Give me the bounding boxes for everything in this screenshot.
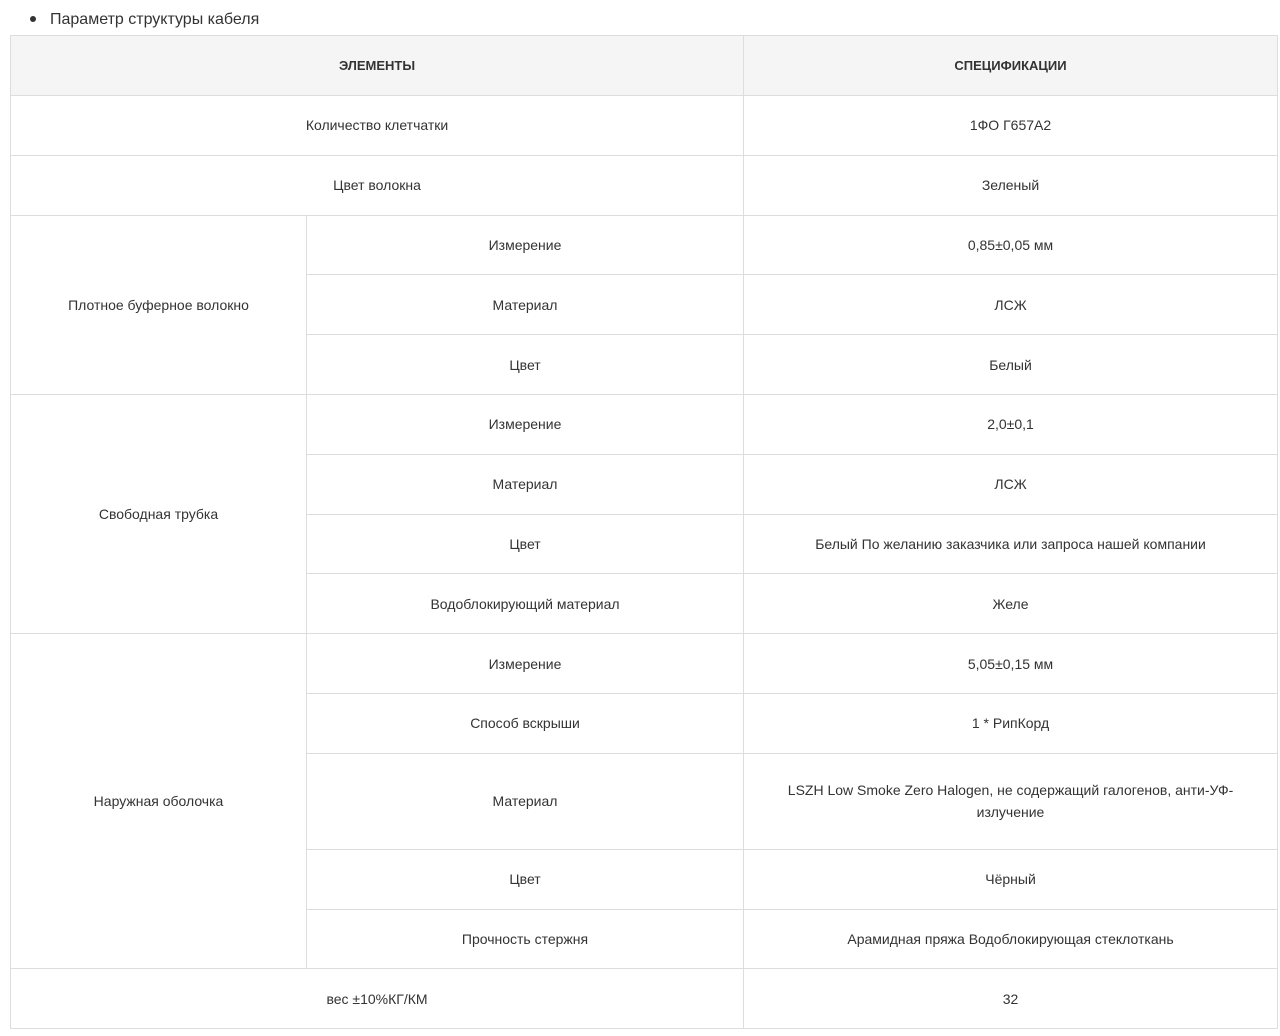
table-row (11, 96, 1278, 156)
row-value: 32 (744, 969, 1278, 1029)
header-elements: ЭЛЕМЕНТЫ (11, 36, 744, 96)
param-value: ЛСЖ (744, 275, 1278, 335)
table-row (11, 155, 1278, 215)
param-label: Измерение (307, 394, 744, 454)
row-label: Количество клетчатки (11, 96, 744, 156)
param-label: Цвет (307, 514, 744, 574)
section-heading (0, 0, 1280, 36)
row-label: Цвет волокна (11, 155, 744, 215)
header-specifications: СПЕЦИФИКАЦИИ (744, 36, 1278, 96)
param-value: 0,85±0,05 мм (744, 215, 1278, 275)
param-label: Способ вскрыши (307, 693, 744, 753)
param-label: Материал (307, 275, 744, 335)
param-value: Арамидная пряжа Водоблокирующая стеклоткань (744, 909, 1278, 969)
param-label: Измерение (307, 634, 744, 694)
section-title: Параметр структуры кабеля (50, 11, 260, 28)
row-label: вес ±10%КГ/КМ (11, 969, 744, 1029)
param-label: Цвет (307, 849, 744, 909)
param-value: LSZH Low Smoke Zero Halogen, не содержащий галогенов, анти-УФ-излучение (744, 753, 1278, 849)
table-row (11, 394, 1278, 454)
param-label: Цвет (307, 335, 744, 395)
param-value: Белый По желанию заказчика или запроса нашей компании (744, 514, 1278, 574)
param-label: Материал (307, 753, 744, 849)
row-value: Зеленый (744, 155, 1278, 215)
param-label: Водоблокирующий материал (307, 574, 744, 634)
param-value: 1 * РипКорд (744, 693, 1278, 753)
group-label: Наружная оболочка (11, 634, 307, 969)
cable-structure-table (10, 35, 1278, 1029)
param-value: Желе (744, 574, 1278, 634)
param-value: 5,05±0,15 мм (744, 634, 1278, 694)
group-label: Свободная трубка (11, 394, 307, 633)
table-row (11, 634, 1278, 694)
table-row (11, 969, 1278, 1029)
param-value: Белый (744, 335, 1278, 395)
group-label: Плотное буферное волокно (11, 215, 307, 394)
param-label: Материал (307, 454, 744, 514)
param-value: 2,0±0,1 (744, 394, 1278, 454)
table-header-row (11, 36, 1278, 96)
row-value: 1ФО Г657А2 (744, 96, 1278, 156)
param-label: Измерение (307, 215, 744, 275)
param-label: Прочность стержня (307, 909, 744, 969)
bullet-icon (30, 16, 36, 22)
param-value: Чёрный (744, 849, 1278, 909)
param-value: ЛСЖ (744, 454, 1278, 514)
table-row (11, 215, 1278, 275)
